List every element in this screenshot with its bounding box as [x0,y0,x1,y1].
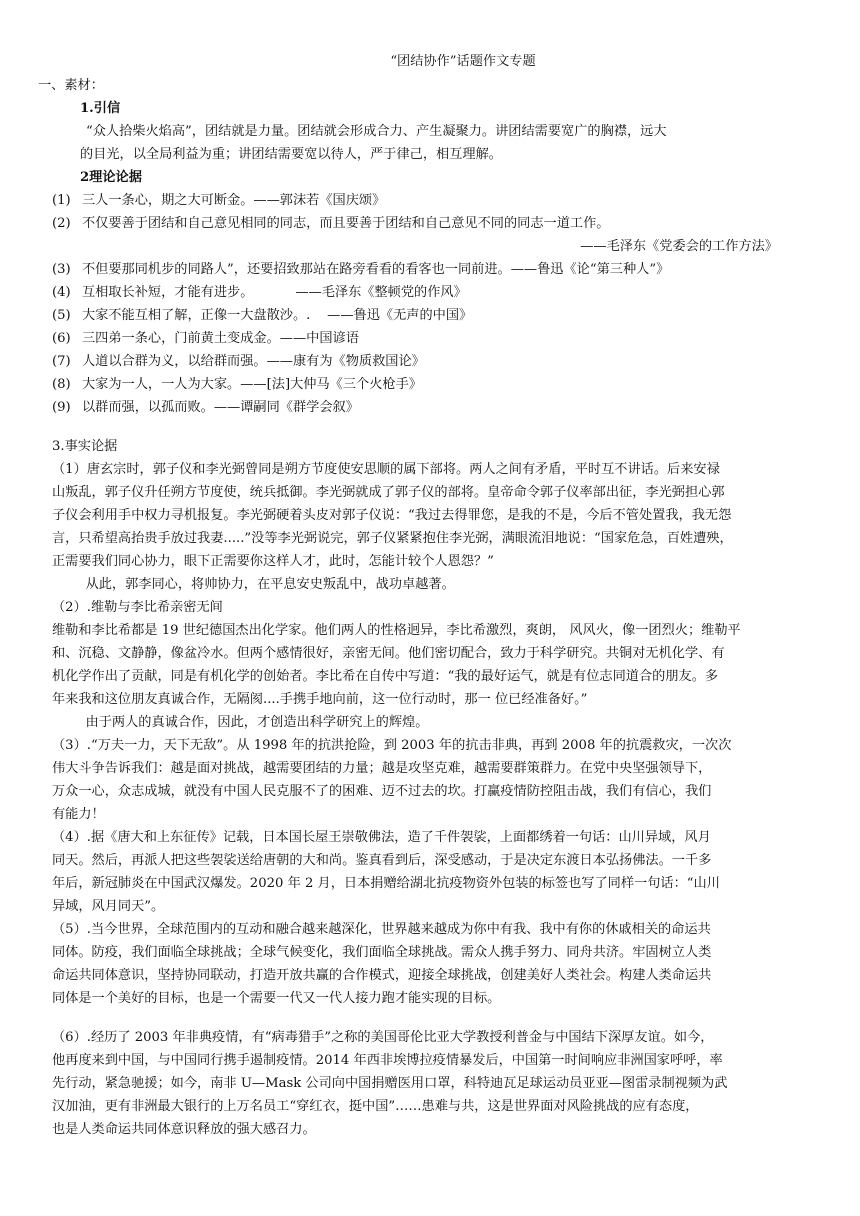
document-page [38,50,834,1141]
fact-1 [52,458,834,596]
fact-2 [52,596,834,734]
quote-number: (1) [52,193,71,208]
quote-item [52,189,834,212]
fact-line: 也是人类命运共同体意识释放的强大感召力。 [52,1122,316,1137]
intro-line-1: “众人拾柴火焰高”，团结就是力量。团结就会形成合力、产生凝聚力。讲团结需要宽广的胸襟，远大 [86,124,667,139]
quote-number: (3) [52,262,71,277]
fact-line: 有能力！ [52,807,105,822]
quote-item [52,281,834,304]
fact-line: 维勒和李比希都是 19 世纪德国杰出化学家。他们两人的性格迥异，李比希激烈，爽朗， 风风火，像一团烈火；维勒平 [52,623,741,638]
subheading-theory: 2理论论据 [80,170,142,185]
fact-line: 由于两人的真诚合作，因此，才创造出科学研究上的辉煌。 [52,715,429,730]
quote-item [52,350,834,373]
quote-item [52,396,834,419]
subheading-facts: 3.事实论据 [52,439,118,454]
quote-item [52,258,834,281]
quote-text: 大家不能互相了解，正像一大盘散沙。. ——鲁迅《无声的中国》 [82,308,473,323]
fact-line: 正需要我们同心协力，眼下正需要你这样人才，此时，怎能计较个人恩怨？” [52,554,494,569]
fact-line: 他再度来到中国，与中国同行携手遏制疫情。2014 年西非埃博拉疫情暴发后，中国第一时间响应非洲国家呼呼，率 [52,1053,723,1068]
document-title: “团结协作”话题作文专题 [390,54,536,69]
fact-line: 年后，新冠肺炎在中国武汉爆发。2020 年 2 月，日本捐赠给湖北抗疫物资外包装的标签也写了同样一句话：“山川 [52,876,720,891]
quote-text: 大家为一人，一人为大家。——[法]大仲马《三个火枪手》 [82,377,422,392]
fact-6 [52,1026,834,1141]
quote-number: (4) [52,285,71,300]
fact-line: （6）.经历了 2003 年非典疫情，有“病毒猎手”之称的美国哥伦比亚大学教授利普金与中国结下深厚友谊。如今， [52,1030,714,1045]
quote-item [52,304,834,327]
quote-text: 不但要那同机步的同路人”，还要招致那站在路旁看看的看客也一同前进。——鲁迅《论“第三种人”》 [82,262,670,277]
quote-number: (6) [52,331,71,346]
quote-number: (7) [52,354,71,369]
fact-line: （4）.据《唐大和上东征传》记载，日本国长屋王崇敬佛法，造了千件袈裟，上面都绣着一句话：山川异域，风月 [52,830,711,845]
fact-line: 言，只希望高抬贵手放过我妻.....”没等李光弼说完，郭子仪紧紧抱住李光弼，满眼流泪地说：“国家危急，百姓遭殃， [52,531,733,546]
fact-line: 同天。然后，再派人把这些袈裟送给唐朝的大和尚。鉴真看到后，深受感动，于是决定东渡日本弘扬佛法。一千多 [52,853,712,868]
quote-text: 人道以合群为义，以给群而强。——康有为《物质救国论》 [82,354,425,369]
fact-heading: （2）.维勒与李比希亲密无间 [52,600,223,615]
fact-line: 汉加油，更有非洲最大银行的上万名员工“穿红衣，挺中国”……患难与共，这是世界面对风险挑战的应有态度， [52,1099,699,1114]
fact-line: 异域，风月同天”。 [52,899,165,914]
fact-line: 伟大斗争告诉我们：越是面对挑战，越需要团结的力量；越是攻坚克难，越需要群策群力。在党中央坚强领导下， [52,761,712,776]
fact-line: 子仪会利用手中权力寻机报复。李光弼硬着头皮对郭子仪说：“我过去得罪您，是我的不是，今后不管处置我，我无怨 [52,508,732,523]
quote-text: 互相取长补短，才能有进步。 ——毛泽东《整顿党的作风》 [82,285,467,300]
fact-line: 同体是一个美好的目标，也是一个需要一代又一代人接力跑才能实现的目标。 [52,991,501,1006]
quote-number: (9) [52,400,71,415]
fact-line: 机化学作出了贡献，同是有机化学的创始者。李比希在自传中写道：“我的最好运气，就是有位志同道合的朋友。多 [52,669,719,684]
fact-line: 山叛乱，郭子仪升任朔方节度使，统兵抵御。李光弼就成了郭子仪的部将。皇帝命令郭子仪率部出征，李光弼担心郭 [52,485,725,500]
fact-line: 和、沉稳、文静静，像盆冷水。但两个感情很好，亲密无间。他们密切配合，致力于科学研究。共铜对无机化学、有 [52,646,725,661]
section-heading: 一、素材： [38,78,104,93]
quote-text: 以群而强，以孤而败。——谭嗣同《群学会叙》 [82,400,359,415]
quote-text: 三人一条心，期之大可断金。——郭沫若《国庆颂》 [82,193,386,208]
quote-item [52,212,834,235]
fact-3 [52,734,834,826]
quote-attribution: ——毛泽东《党委会的工作方法》 [580,239,778,254]
fact-line: （3）.“万夫一力，天下无敌”。从 1998 年的抗洪抢险，到 2003 年的抗击非典，再到 2008 年的抗震救灾，一次次 [52,738,732,753]
quote-number: (2) [52,216,71,231]
fact-line: （5）.当今世界，全球范围内的互动和融合越来越深化，世界越来越成为你中有我、我中有你的休戚相关的命运共 [52,922,711,937]
fact-line: （1）唐玄宗时，郭子仪和李光弼曾同是朔方节度使安思顺的属下部将。两人之间有矛盾，平时互不讲话。后来安禄 [52,462,720,477]
subheading-quotes-intro: 1.引信 [80,101,121,116]
fact-line: 从此，郭李同心，将帅协力，在平息安史叛乱中，战功卓越著。 [52,577,455,592]
fact-line: 同体。防疫，我们面临全球挑战；全球气候变化，我们面临全球挑战。需众人携手努力、同舟共济。牢固树立人类 [52,945,712,960]
intro-line-2: 的目光，以全局利益为重；讲团结需要宽以待人，严于律己，相互理解。 [80,147,502,162]
quote-text: 三四弟一条心，门前黄土变成金。——中国谚语 [82,331,359,346]
quote-number: (8) [52,377,71,392]
fact-line: 命运共同体意识，坚持协同联动，打造开放共赢的合作模式，迎接全球挑战，创建美好人类社会。构建人类命运共 [52,968,712,983]
quote-number: (5) [52,308,71,323]
quote-item [52,373,834,396]
quote-item [52,327,834,350]
quote-text: 不仅要善于团结和自己意见相同的同志，而且要善于团结和自己意见不同的同志一道工作。 [82,216,610,231]
quote-list [52,189,834,419]
fact-line: 先行动，紧急驰援；如今，南非 U—Mask 公司向中国捐赠医用口罩，科特迪瓦足球运动员亚亚—图雷录制视频为武 [52,1076,728,1091]
fact-line: 万众一心，众志成城，就没有中国人民克服不了的困难、迈不过去的坎。打赢疫情防控阻击战，我们有信心，我们 [52,784,712,799]
fact-line: 年来我和这位朋友真诚合作，无隔阂....手携手地向前，这一位行动时，那一 位已经准备好。” [52,692,588,707]
fact-4 [52,826,834,918]
fact-5 [52,918,834,1010]
